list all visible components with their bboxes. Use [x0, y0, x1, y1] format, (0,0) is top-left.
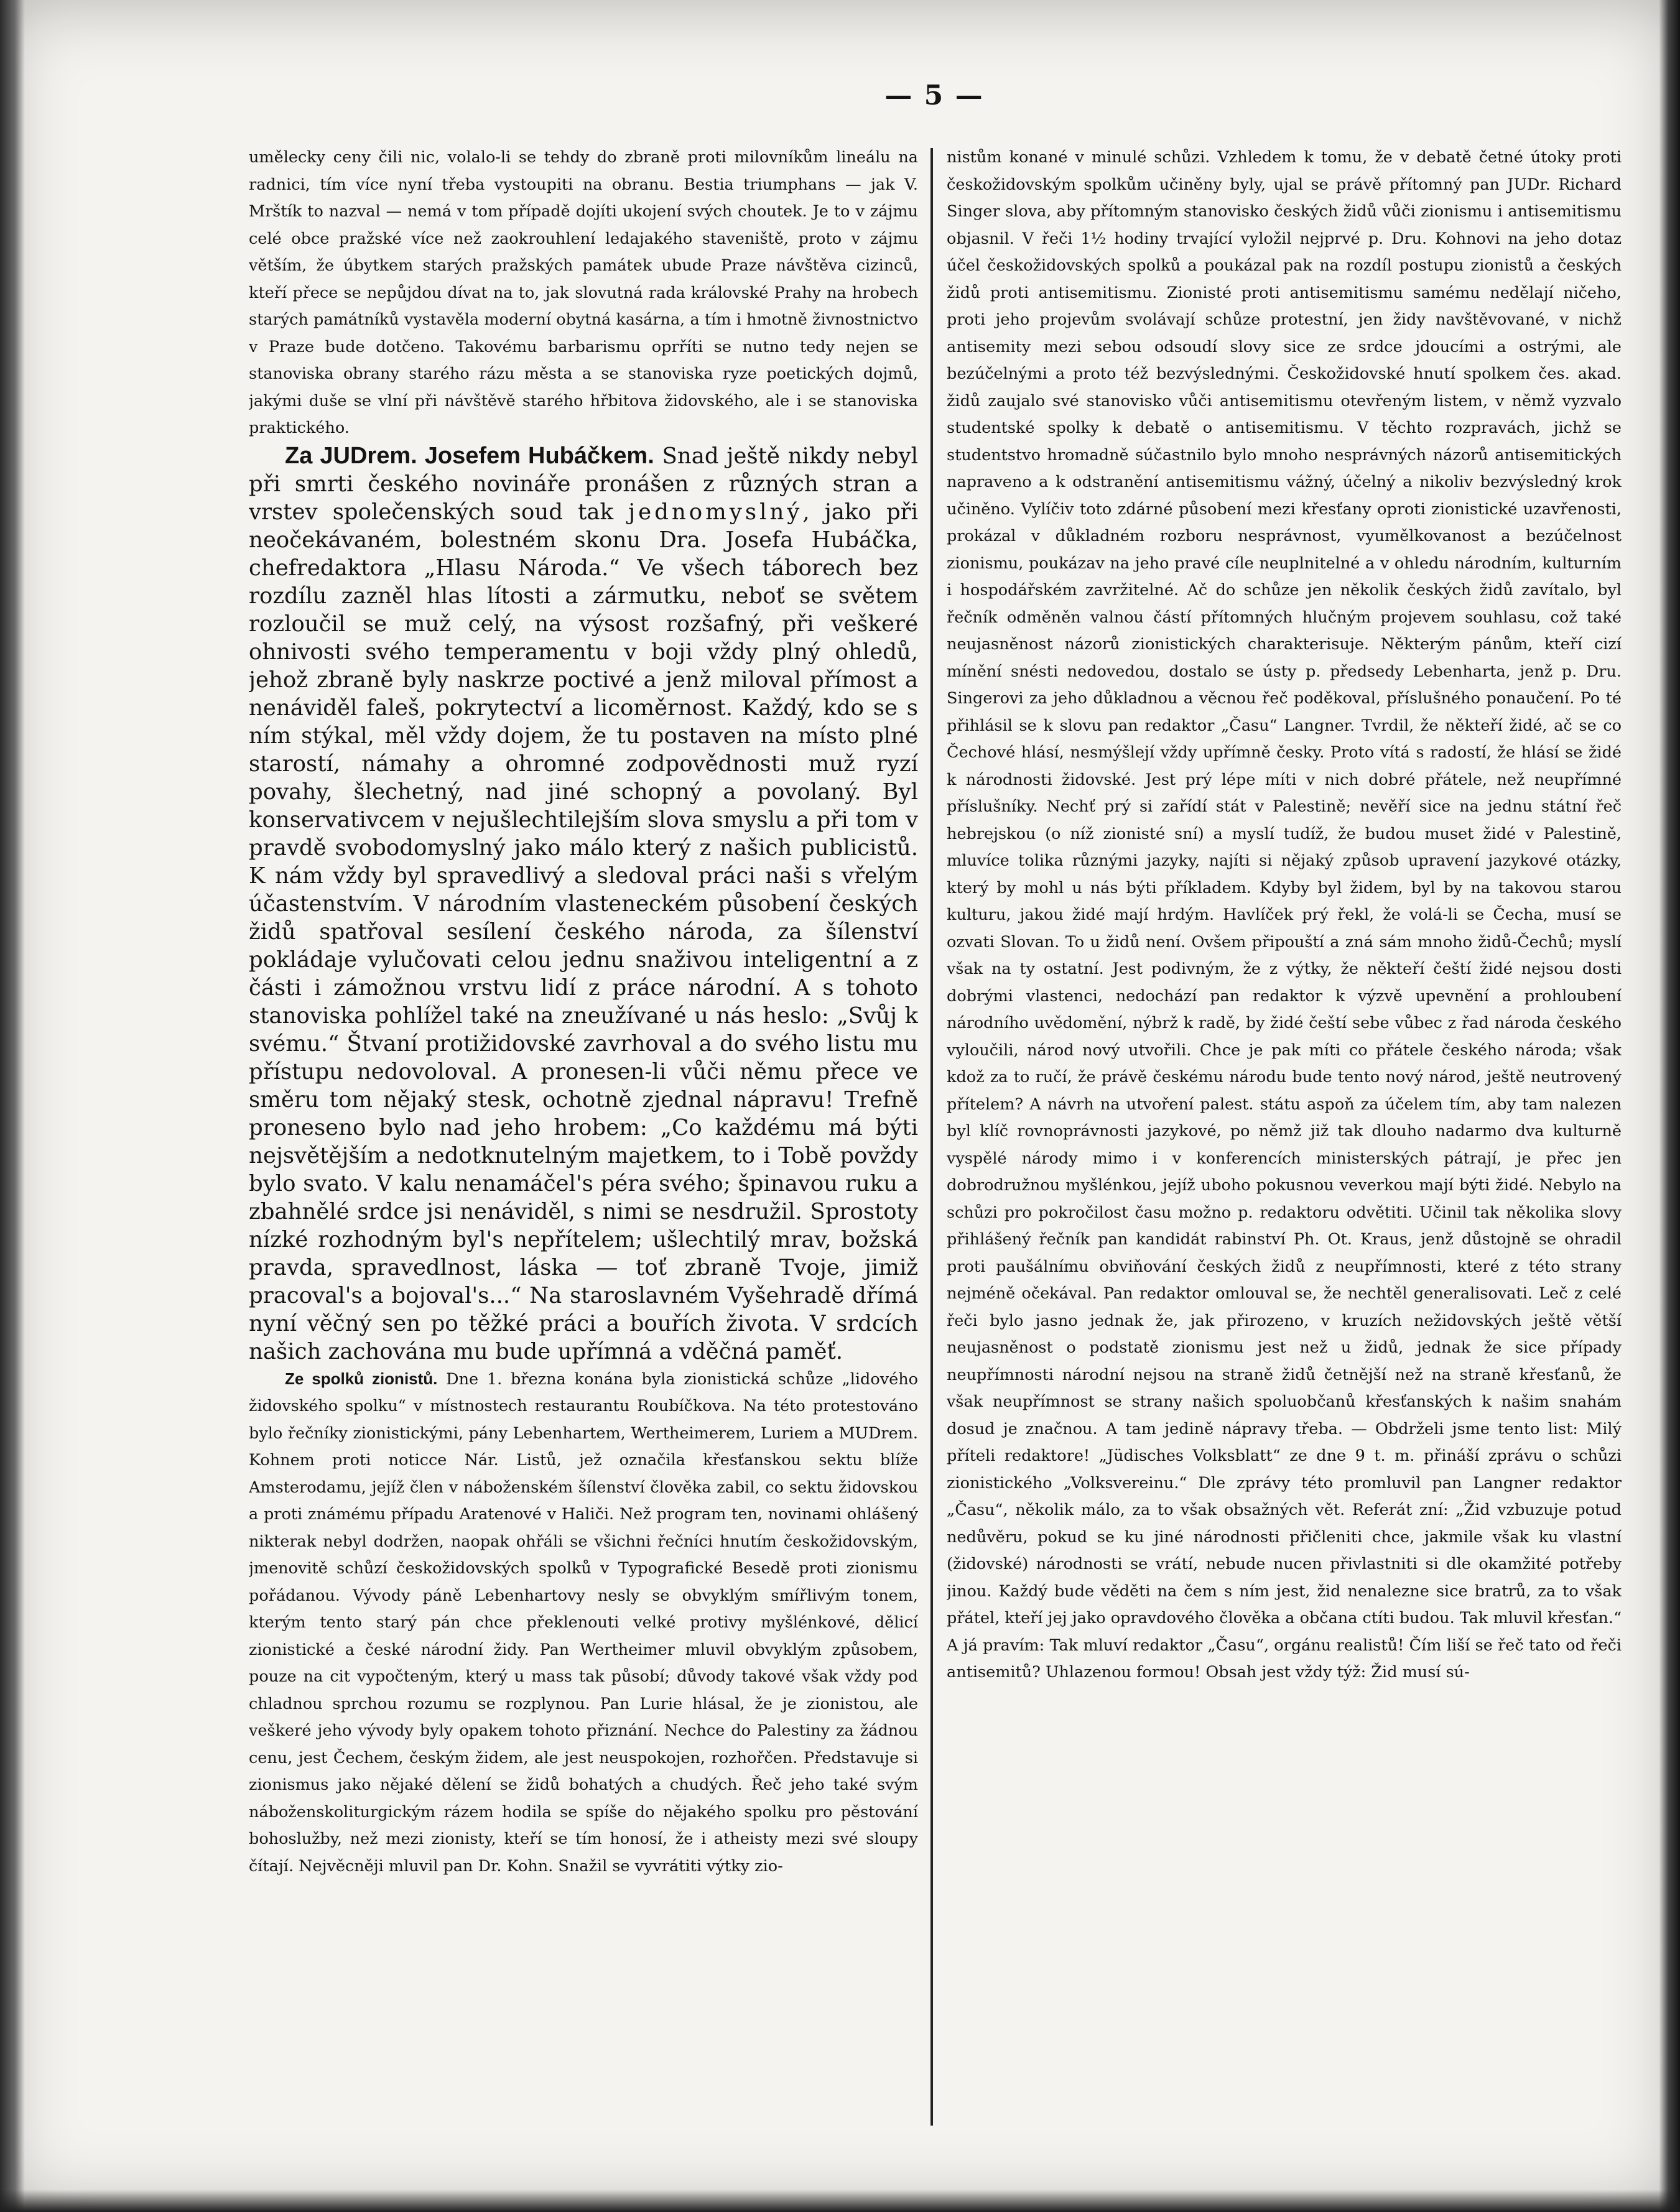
obituary-text-start: Snad ještě nikdy nebyl při smrti českého novináře pronášen z různých stran a vrstev společenských soud tak — [249, 443, 918, 525]
obituary-text-rest: , jako při neočekávaném, bolestném skonu Dra. Josefa Hubáčka, chefredaktora „Hlasu Národa.“ Ve všech táborech bez rozdílu zazněl hlas lítosti a zármutku, neboť se světem rozloučil se muž celý, na výsost rozšafný, při veškeré ohnivosti svého temperamentu v boji vždy plný ohledů, jehož zbraně byly naskrze poctivé a jenž miloval přímost a nenáviděl faleš, pokrytectví a licoměrnost. Každý, kdo se s ním stýkal, měl vždy dojem, že tu postaven na místo plné starostí, námahy a ohromné zodpovědnosti muž ryzí povahy, šlechetný, nad jiné schopný a povolaný. Byl konservativcem v nejušlechtilejším slova smyslu a při tom v pravdě svobodomyslný jako málo který z našich publicistů. K nám vždy byl spravedlivý a sledoval práci naši s vřelým účastenstvím. V národním vlasteneckém působení českých židů spatřoval sesílení českého národa, za šílenství pokládaje vylučovati celou jednu snaživou inteligentní a z části i zámožnou vrstvu lidí z práce národní. A s tohoto stanoviska pohlížel také na zneužívané u nás heslo: „Svůj k svému.“ Štvaní protižidovské zavrhoval a do svého listu mu přístupu nedovoloval. A pronesen-li vůči němu přece ve směru tom nějaký stesk, ochotně zjednal nápravu! Trefně proneseno bylo nad jeho hrobem: „Co každému má býti nejsvětějším a nedotknutelným majetkem, to i Tobě povždy bylo svato. V kalu nenamáčel's péra svého; špinavou ruku a zbahnělé srdce jsi nenáviděl, s nimi se nesdružil. Sprostoty nízké rozhodným byl's nepřítelem; ušlechtilý mrav, božská pravda, spravedlnost, láska — toť zbraně Tvoje, jimiž pracoval's a bojoval's...“ Na staroslavném Vyšehradě dřímá nyní věčný sen po těžké práci a bouřích života. V srdcích našich zachována mu bude upřímná a vděčná paměť. — [249, 499, 918, 1364]
zionist-societies-heading: Ze spolků zionistů. — [285, 1369, 438, 1388]
page-number: — 5 — — [884, 80, 984, 111]
scan-edge-shadow-left — [0, 0, 25, 2212]
zionist-societies-text: Dne 1. března konána byla zionistická schůze „lidového židovského spolku“ v místnostech restaurantu Roubíčkova. Na této protestováno bylo řečníky zionistickými, pány Lebenhartem, Wertheimerem, Luriem a MUDrem. Kohnem proti noticce Nár. Listů, jež označila křesťanskou sektu blíže Amsterodamu, jejíž člen v náboženském šílenství člověka zabil, co sektu židovskou a proti známému případu Aratenové v Haliči. Než program ten, novinami ohlášený nikterak nebyl dodržen, naopak ohřáli se všichni řečníci hnutím českožidovským, jmenovitě schůzí českožidovských spolků v Typografické Besedě proti zionismu pořádanou. Vývody páně Lebenhartovy nesly se obvyklým smířlivým tonem, kterým tento starý pán chce překlenouti velké protivy myšlénkové, dělicí zionistické a české národní židy. Pan Wertheimer mluvil obvyklým způsobem, pouze na cit vypočteným, který u mass tak působí; důvody takové však vždy pod chladnou sprchou rozumu se rozplynou. Pan Lurie hlásal, že je zionistou, ale veškeré jeho vývody byly opakem tohoto přiznání. Nechce do Palestiny za žádnou cenu, jest Čechem, českým židem, ale jest neuspokojen, rozhořčen. Představuje si zionismus jako nějaké dělení se židů bohatých a chudých. Řeč jeho také svým náboženskoliturgickým rázem hodila se spíše do nějakého spolku pro pěstování bohoslužby, než mezi zionisty, kteří se tím honosí, že i atheisty mezi své sloupy čítají. Nejvěcněji mluvil pan Dr. Kohn. Snažil se vyvrátiti výtky zio- — [249, 1369, 918, 1876]
zionist-societies-article — [249, 1366, 918, 1881]
obituary-heading: Za JUDrem. Josefem Hubáčkem. — [285, 442, 654, 469]
zionist-societies-continuation: nistům konané v minulé schůzi. Vzhledem k tomu, že v debatě četné útoky proti českožidovským spolkům učiněny byly, ujal se právě přítomný pan JUDr. Richard Singer slova, aby přítomným stanovisko českých židů vůči zionismu i antisemitismu objasnil. V řeči 1½ hodiny trvající vyložil nejprvé p. Dru. Kohnovi na jeho dotaz účel českožidovských spolků a poukázal pak na rozdíl postupu zionistů a českých židů proti antisemitismu. Zionisté proti antisemitismu samému nedělají ničeho, proti jeho projevům svolávají schůze protestní, jen židy navštěvované, v nichž antisemity mezi sebou odsoudí slovy sice ze srdce jdoucími a ostrými, ale bezúčelnými a proto též bezvýslednými. Českožidovské hnutí spolkem čes. akad. židů zaujalo své stanovisko vůči antisemitismu otevřeným listem, v němž vyzvalo studentské spolky k debatě o antisemitismu. V těchto rozpravách, jichž se studentstvo hromadně súčastnilo bylo mnoho nesprávných názorů antisemitických napraveno a k odstranění antisemitismu vážný, účelný a nikoliv bezvýsledný krok učiněno. Vylíčiv toto zdárné působení mezi křesťany oproti zionistické uzavřenosti, prokázal v důkladném rozboru nesprávnost, vyumělkovanost a bezúčelnost zionismu, poukázav na jeho pravé cíle neuplnitelné a v ohledu národním, kulturním i hospodářském zavržitelné. Ač do schůze jen několik českých židů zavítalo, byl řečník odměněn valnou částí přítomných hlučným projevem souhlasu, což také neujasněnost názorů zionistických charakterisuje. Některým pánům, kteří cizí mínění snésti nedovedou, dostalo se ústy p. předsedy Lebenharta, jenž p. Dru. Singerovi za jeho důkladnou a věcnou řeč poděkoval, příslušného ponaučení. Po té přihlásil se k slovu pan redaktor „Času“ Langner. Tvrdil, že někteří židé, ač se co Čechové hlásí, nesmýšlejí vždy upřímně česky. Proto vítá s radostí, že hlásí se židé k národnosti židovské. Jest prý lépe míti v nich dobré přátele, než neupřímné příslušníky. Nechť prý si zařídí stát v Palestině; nevěří sice na jednu státní řeč hebrejskou (o níž zionisté sní) a myslí tudíž, že budou muset židé v Palestině, mluvíce tolika různými jazyky, najíti si nějaký způsob upravení jazykové otázky, který by mohl u nás býti příkladem. Kdyby byl židem, byl by na takovou starou kulturu, jakou židé mají hrdým. Havlíček prý řekl, že volá-li se Čecha, musí se ozvati Slovan. To u židů není. Ovšem připouští a zná sám mnoho židů-Čechů; myslí však na ty ostatní. Jest podivným, že z výtky, že někteří čeští židé nejsou dosti dobrými vlastenci, nedochází pan redaktor k výzvě upevnění a prohloubení národního uvědomění, nýbrž k radě, by židé čeští sebe vůbec z řad národa českého vyloučili, národ nový utvořili. Chce je pak míti co přátele českého národa; však kdož za to ručí, že právě českému národu bude tento nový národ, ještě neutrovený přítelem? A návrh na utvoření palest. státu aspoň za účelem tím, aby tam nalezen byl klíč rovnoprávnosti jazykové, po němž již tak dlouho nadarmo dva kulturně vyspělé národy mimo i v konferencích ministerských pátrají, je přec jen dobrodružnou myšlénkou, jejíž uboho pokusnou veverkou mají býti židé. Nebylo na schůzi pro pokročilost času možno p. redaktoru odvětiti. Učinil tak několika slovy přihlášený řečník pan kandidát rabinství Ph. Ot. Kraus, jenž důstojně se ohradil proti paušálnímu obviňování českých židů z neupřímnosti, které z této strany nejméně očekával. Pan redaktor omlouval se, že nechtěl generalisovati. Leč z celé řeči bylo jasno jednak že, jak přirozeno, v kruzích nežidovských ještě větší neujasněnost o podstatě zionismu jest než u židů, jednak že sice případy neupřímnosti národní nejsou na straně židů četnější než na straně křesťanů, že však neupřímnost se strany našich spoluobčanů křesťanských k našim snahám dosud je značnou. A tam jedině nápravy třeba. — Obdrželi jsme tento list: Milý příteli redaktore! „Jüdisches Volksblatt“ ze dne 9 t. m. přináší zprávu o schůzi zionistického „Volksvereinu.“ Dle zprávy této promluvil pan Langner redaktor „Času“, několik málo, za to však obsažných vět. Referát zní: „Žid vzbuzuje potud nedůvěru, pokud se ku jiné národnosti přičleniti chce, jakmile však ku vlastní (židovské) národnosti se vrátí, nebude nucen přivlastniti si dle okamžité potřeby jinou. Každý bude věděti na čem s ním jest, žid nenalezne sice bratrů, za to však přátel, kteří jej jako opravdového člověka a občana ctíti budou. Tak mluvil křesťan.“ A já pravím: Tak mluví redaktor „Času“, orgánu realistů! Čím liší se řeč tato od řeči antisemitů? Uhlazenou formou! Obsah jest vždy týž: Žid musí sú- — [947, 148, 1622, 1682]
left-column — [249, 144, 918, 2140]
scan-edge-shadow-bottom — [0, 2190, 1680, 2212]
obituary-emphasized-word: jednomyslný — [628, 499, 803, 525]
obituary-article — [249, 442, 918, 1366]
column-divider — [930, 148, 933, 2126]
right-column — [947, 144, 1622, 2140]
scan-edge-shadow-right — [1659, 0, 1680, 2212]
article-continuation-paragraph: umělecky ceny čili nic, volalo-li se tehdy do zbraně proti milovníkům lineálu na radnici, tím více nyní třeba vystoupiti na obranu. Bestia triumphans — jak V. Mrštík to nazval — nemá v tom případě dojíti ukojení svých choutek. Je to v zájmu celé obce pražské více než zaokrouhlení ledajakého staveniště, proto v zájmu větším, že úbytkem starých pražských památek ubude Praze návštěva cizinců, kteří přece se nepůjdou dívat na to, jak slovutná rada královské Prahy na hrobech starých památníků vystavěla moderní obytná kasárna, a tím i hmotně živnostnictvo v Praze bude dotčeno. Takovému barbarismu oprříti se nutno tedy nejen se stanoviska obrany starého rázu města a se stanoviska ryze poetických dojmů, jakými duše se vlní při návštěvě starého hřbitova židovského, ale i se stanoviska praktického. — [249, 148, 918, 437]
